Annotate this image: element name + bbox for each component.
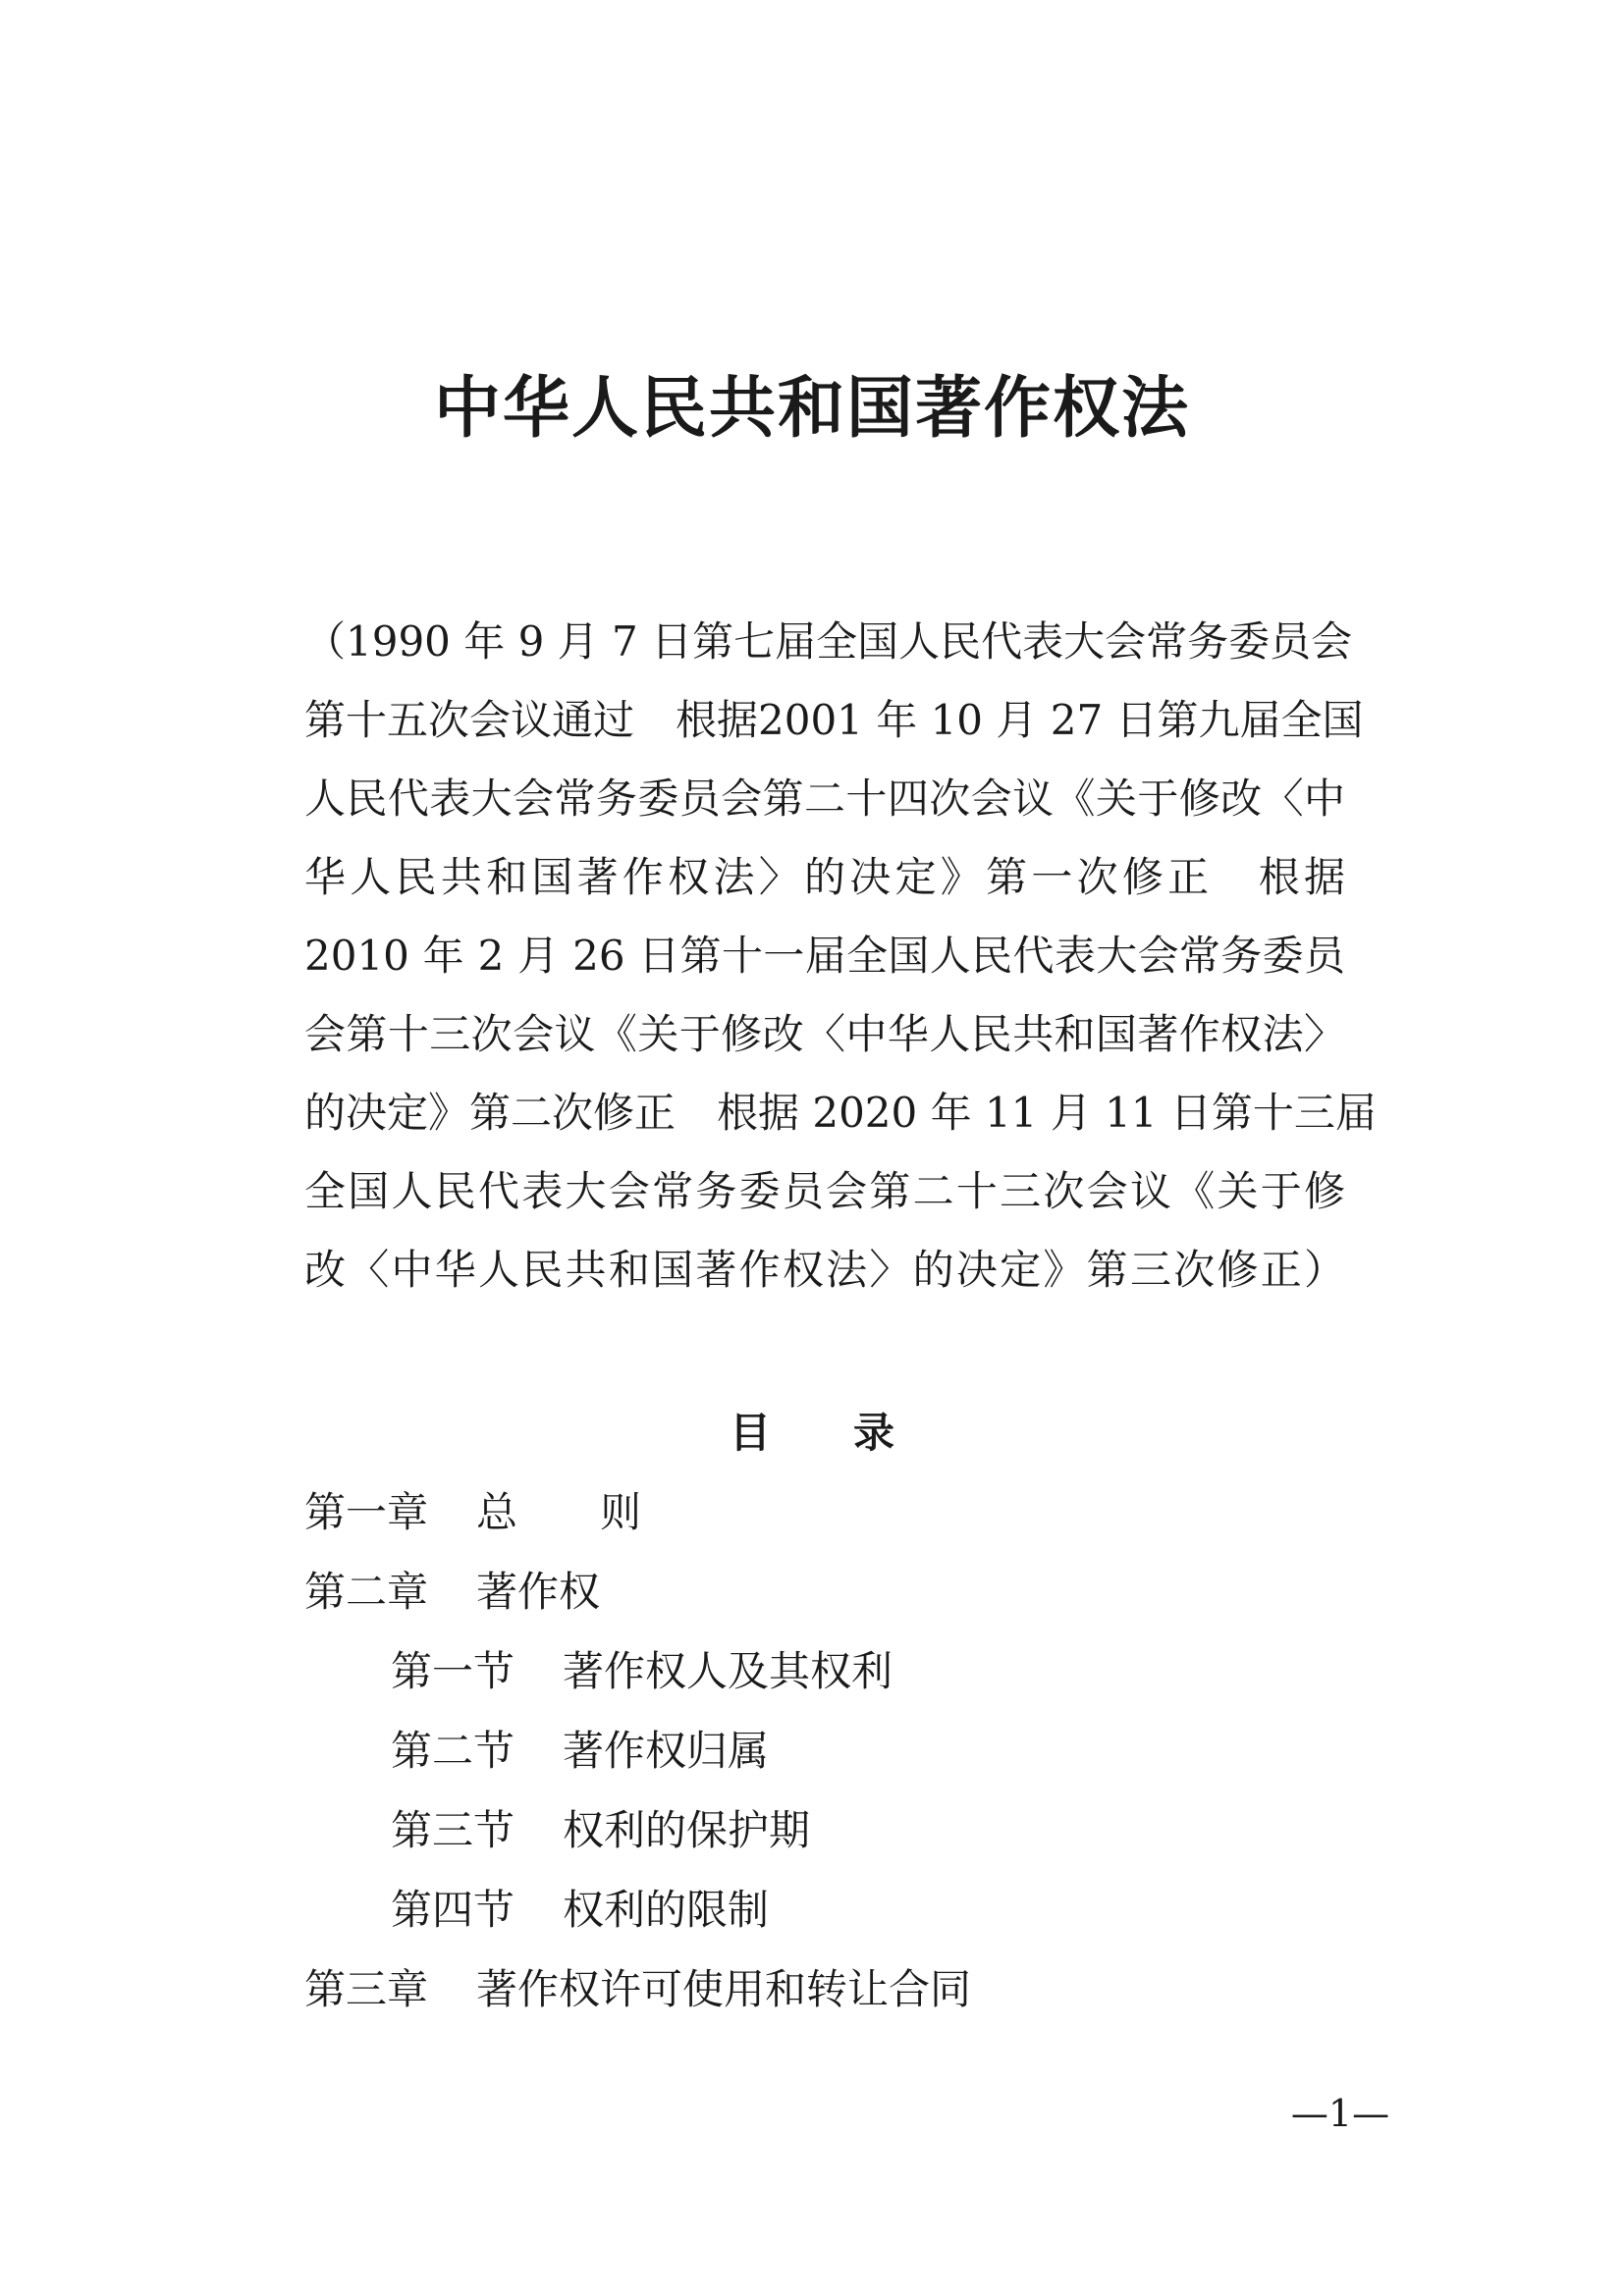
toc-item-section-1 [304, 1631, 1345, 1711]
toc-item-title: 权利的保护期 [563, 1806, 811, 1854]
toc-item-chapter-2 [304, 1552, 1345, 1631]
toc-item-section-3 [304, 1790, 1345, 1870]
toc-item-title: 著作权人及其权利 [563, 1647, 893, 1695]
page-number: —1— [1290, 2092, 1390, 2135]
toc-item-title: 权利的限制 [563, 1886, 770, 1934]
toc-item-title: 著作权许可使用和转让合同 [476, 1965, 972, 2013]
preamble-line: 的决定》第二次修正 根据 2020 年 11 月 11 日第十三届 [304, 1089, 1377, 1137]
toc-item-section-4 [304, 1870, 1345, 1949]
document-title: 中华人民共和国著作权法 [433, 370, 1190, 448]
toc-item-title: 总 则 [476, 1488, 642, 1536]
preamble-line: 2010 年 2 月 26 日第十一届全国人民代表大会常务委员 [304, 932, 1345, 980]
preamble-line: 改〈中华人民共和国著作权法〉的决定》第三次修正） [304, 1246, 1345, 1294]
toc-item-number: 第三节 [391, 1806, 515, 1854]
toc-item-chapter-3 [304, 1949, 1345, 2029]
preamble-line: 人民代表大会常务委员会第二十四次会议《关于修改〈中 [304, 774, 1345, 823]
toc-item-number: 第二章 [304, 1568, 429, 1616]
preamble [304, 603, 1377, 1309]
preamble-line: 会第十三次会议《关于修改〈中华人民共和国著作权法〉 [304, 1010, 1345, 1058]
toc-item-section-2 [304, 1711, 1345, 1790]
toc-item-number: 第一节 [391, 1647, 515, 1695]
toc-item-number: 第二节 [391, 1727, 515, 1775]
preamble-line: 全国人民代表大会常务委员会第二十三次会议《关于修 [304, 1167, 1345, 1215]
preamble-line: 华人民共和国著作权法〉的决定》第一次修正 根据 [304, 853, 1345, 901]
preamble-line: （1990 年 9 月 7 日第七届全国人民代表大会常务委员会 [304, 617, 1353, 666]
toc-item-number: 第一章 [304, 1488, 429, 1536]
preamble-line: 第十五次会议通过 根据2001 年 10 月 27 日第九届全国 [304, 696, 1364, 744]
toc-item-number: 第四节 [391, 1886, 515, 1934]
toc-item-chapter-1 [304, 1472, 1345, 1552]
toc-heading: 目 录 [729, 1409, 894, 1457]
table-of-contents [304, 1472, 1345, 2029]
toc-item-title: 著作权归属 [563, 1727, 770, 1775]
toc-item-number: 第三章 [304, 1965, 429, 2013]
toc-item-title: 著作权 [476, 1568, 601, 1616]
